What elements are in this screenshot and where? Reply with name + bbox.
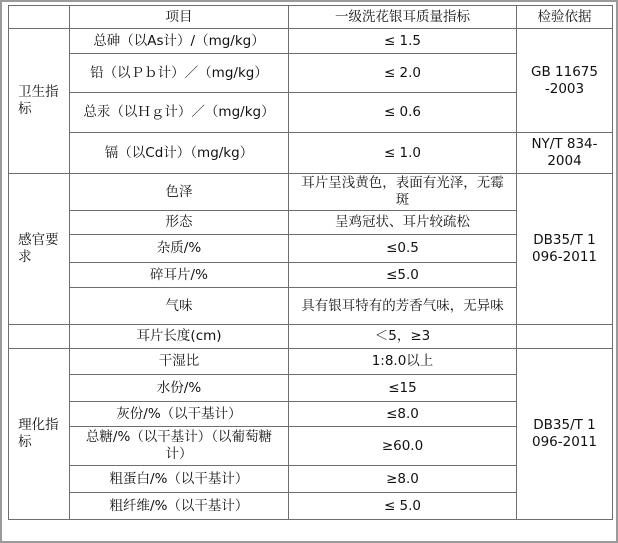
item-cell: 粗纤维/%（以干基计） — [70, 493, 289, 520]
basis-ny-t-834: NY/T 834-2004 — [517, 133, 613, 174]
item-cell: 干湿比 — [70, 349, 289, 375]
category-label: 卫生指标 — [18, 84, 59, 117]
item-cell: 总糖/%（以干基计）（以葡萄糖计） — [70, 427, 289, 466]
category-empty — [9, 325, 70, 349]
value-cell: ≤5.0 — [289, 263, 517, 288]
header-item: 项目 — [70, 6, 289, 29]
value-cell: ≤15 — [289, 375, 517, 402]
table-row — [9, 29, 613, 54]
item-cell: 杂质/% — [70, 235, 289, 263]
table-row — [9, 325, 613, 349]
value-cell: ≤ 0.6 — [289, 93, 517, 133]
value-cell: 具有银耳特有的芳香气味，无异味 — [289, 288, 517, 325]
value-cell: ≤ 2.0 — [289, 54, 517, 93]
value-cell: 1:8.0以上 — [289, 349, 517, 375]
value-cell: ≥60.0 — [289, 427, 517, 466]
header-value: 一级洗花银耳质量指标 — [289, 6, 517, 29]
header-row — [9, 6, 613, 29]
value-cell: ≤ 1.5 — [289, 29, 517, 54]
category-label: 感官要求 — [18, 232, 59, 265]
table-row — [9, 349, 613, 375]
item-cell: 形态 — [70, 211, 289, 235]
value-cell: ＜5，≥3 — [289, 325, 517, 349]
item-cell: 总汞（以Ｈｇ计）／（mg/kg） — [70, 93, 289, 133]
item-cell: 灰份/%（以干基计） — [70, 402, 289, 427]
table-row — [9, 174, 613, 211]
basis-empty — [517, 325, 613, 349]
item-cell: 水份/% — [70, 375, 289, 402]
item-cell: 碎耳片/% — [70, 263, 289, 288]
category-label: 理化指标 — [18, 417, 59, 450]
value-cell: 呈鸡冠状、耳片较疏松 — [289, 211, 517, 235]
category-physchem — [9, 349, 70, 520]
category-sensory — [9, 174, 70, 325]
value-cell: ≤0.5 — [289, 235, 517, 263]
table-row — [9, 133, 613, 174]
item-cell: 粗蛋白/%（以干基计） — [70, 466, 289, 493]
basis-gb-11675: GB 11675-2003 — [517, 29, 613, 133]
item-cell: 气味 — [70, 288, 289, 325]
value-cell: ≤ 1.0 — [289, 133, 517, 174]
quality-spec-table — [8, 5, 613, 520]
value-cell: ≤8.0 — [289, 402, 517, 427]
value-cell: ≤ 5.0 — [289, 493, 517, 520]
header-basis: 检验依据 — [517, 6, 613, 29]
item-cell: 铅（以Ｐｂ计）／（mg/kg） — [70, 54, 289, 93]
category-hygiene — [9, 29, 70, 174]
item-cell: 色泽 — [70, 174, 289, 211]
value-cell: 耳片呈浅黄色，表面有光泽，无霉斑 — [289, 174, 517, 211]
item-cell: 镉（以Cd计）（mg/kg） — [70, 133, 289, 174]
header-category — [9, 6, 70, 29]
value-cell: ≥8.0 — [289, 466, 517, 493]
item-cell: 总砷（以As计）/（mg/kg） — [70, 29, 289, 54]
basis-db35-sensory: DB35/T 1096-2011 — [517, 174, 613, 325]
basis-db35-physchem: DB35/T 1096-2011 — [517, 349, 613, 520]
item-cell: 耳片长度(cm) — [70, 325, 289, 349]
